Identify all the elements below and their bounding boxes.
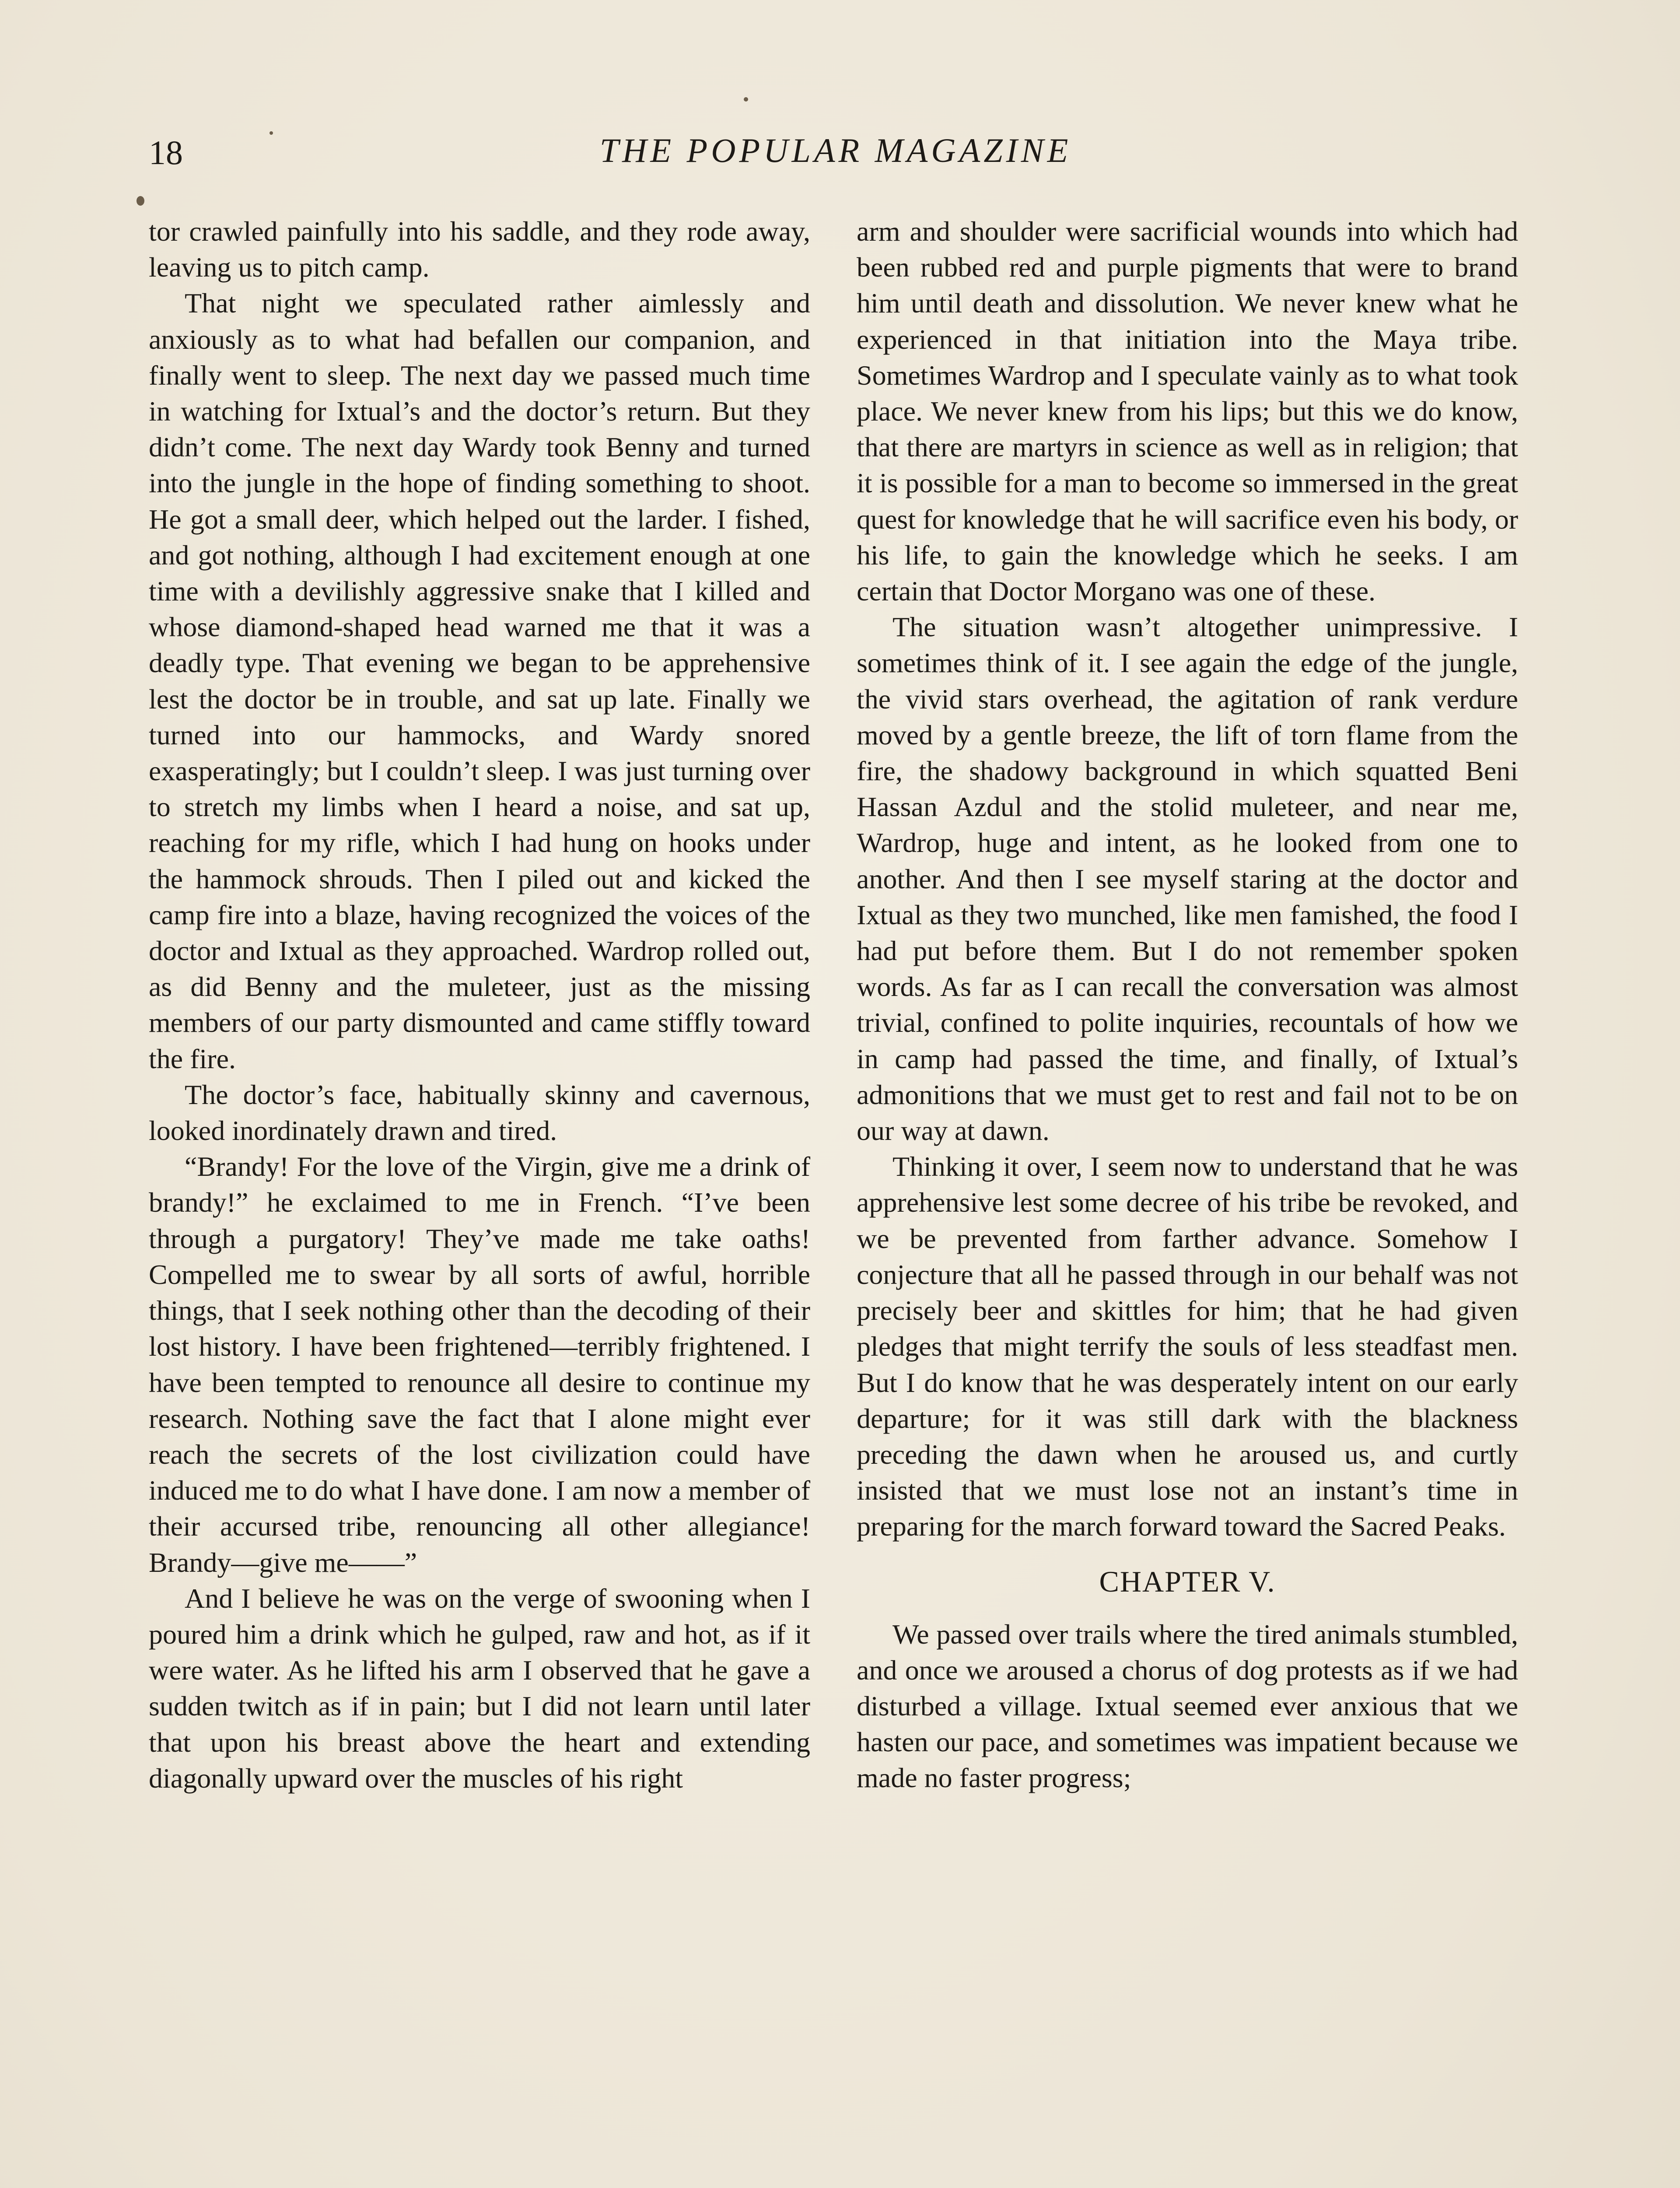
paragraph: The situation wasn’t altogether unimpressive. I sometimes think of it. I see again the edge of the jungle, the vivid stars overhead, the agitation of rank verdure moved by a gentle breeze, the lift of torn flame from the fire, the shadowy background in which squatted Beni Hassan Azdul and the stolid muleteer, and near me, Wardrop, huge and intent, as he looked from one to another. And then I see myself staring at the doctor and Ixtual as they two munched, like men famished, the food I had put before them. But I do not remember spoken words. As far as I can recall the conversation was almost trivial, confined to polite inquiries, recountals of how we in camp had passed the time, and finally, of Ixtual’s admonitions that we must get to rest and fail not to be on our way at dawn. [857, 611, 1518, 1147]
ink-speck [744, 97, 748, 102]
paragraph: And I believe he was on the verge of swooning when I poured him a drink which he gulped, raw and hot, as if it were water. As he lifted his arm I observed that he gave a sudden twitch as if in pain; but I did not learn until later that upon his breast above the heart and extending diagonally upward over the muscles of his right [149, 1582, 810, 1794]
running-head: THE POPULAR MAGAZINE [599, 131, 1072, 169]
paragraph: tor crawled painfully into his saddle, and they rode away, leaving us to pitch camp. [149, 216, 810, 283]
paragraph: “Brandy! For the love of the Virgin, give me a drink of brandy!” he exclaimed to me in French. “I’ve been through a purgatory! They’ve made me take oaths! Compelled me to swear by all sorts of awful, horrible things, that I seek nothing other than the decoding of their lost history. I have been frightened—terribly frightened. I have been tempted to renounce all desire to continue my research. Nothing save the fact that I alone might ever reach the secrets of the lost civilization could have induced me to do what I have done. I am now a member of their accursed tribe, renouncing all other allegiance! Brandy—give me——” [149, 1151, 810, 1578]
chapter-heading: CHAPTER V. [1099, 1564, 1276, 1598]
paragraph: That night we speculated rather aimlessly and anxiously as to what had befallen our companion, and finally went to sleep. The next day we passed much time in watching for Ixtual’s and the doctor’s return. But they didn’t come. The next day Wardy took Benny and turned into the jungle in the hope of finding something to shoot. He got a small deer, which helped out the larder. I fished, and got nothing, although I had excitement enough at one time with a devilishly aggressive snake that I killed and whose diamond-shaped head warned me that it was a deadly type. That evening we began to be apprehensive lest the doctor be in trouble, and sat up late. Finally we turned into our hammocks, and Wardy snored exasperatingly; but I couldn’t sleep. I was just turning over to stretch my limbs when I heard a noise, and sat up, reaching for my rifle, which I had hung on hooks under the hammock shrouds. Then I piled out and kicked the camp fire into a blaze, having recognized the voices of the doctor and Ixtual as they approached. Wardrop rolled out, as did Benny and the muleteer, just as the missing members of our party dismounted and came stiffly toward the fire. [149, 288, 810, 1074]
right-column [857, 214, 1518, 1796]
paragraph: Thinking it over, I seem now to understand that he was apprehensive lest some decree of his tribe be revoked, and we be prevented from farther advance. Somehow I conjecture that all he passed through in our behalf was not precisely beer and skittles for him; that he had given pledges that might terrify the souls of less steadfast men. But I do know that he was desperately intent on our early departure; for it was still dark with the blackness preceding the dawn when he aroused us, and curtly insisted that we must lose not an instant’s time in preparing for the march forward toward the Sacred Peaks. [857, 1151, 1518, 1542]
ink-speck [136, 196, 144, 206]
paragraph: The doctor’s face, habitually skinny and cavernous, looked inordinately drawn and tired. [149, 1079, 810, 1147]
paragraph: arm and shoulder were sacrificial wounds into which had been rubbed red and purple pigments that were to brand him until death and dissolution. We never knew what he experienced in that initiation into the Maya tribe. Sometimes Wardrop and I speculate vainly as to what took place. We never knew from his lips; but this we do know, that there are martyrs in science as well as in religion; that it is possible for a man to become so immersed in the great quest for knowledge that he will sacrifice even his body, or his life, to gain the knowledge which he seeks. I am certain that Doctor Morgano was one of these. [857, 216, 1518, 607]
ink-speck [270, 131, 273, 135]
page-number: 18 [149, 133, 183, 172]
paragraph: We passed over trails where the tired animals stumbled, and once we aroused a chorus of dog protests as if we had disturbed a village. Ixtual seemed ever anxious that we hasten our pace, and sometimes was impatient because we made no faster progress; [857, 1618, 1518, 1794]
left-column [149, 214, 810, 1796]
